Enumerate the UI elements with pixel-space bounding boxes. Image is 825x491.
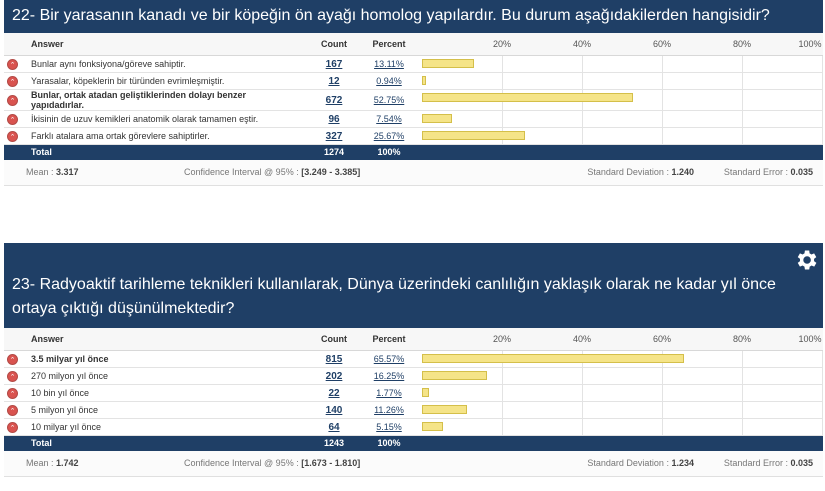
answer-filter-icon[interactable]: ⌃ xyxy=(7,422,18,433)
answer-filter-icon[interactable]: ⌃ xyxy=(7,371,18,382)
question-22-results-table xyxy=(4,33,823,160)
answer-percent-link[interactable]: 1.77% xyxy=(376,388,402,398)
table-row xyxy=(4,385,823,402)
total-count: 1274 xyxy=(304,145,364,160)
percent-column-header: Percent xyxy=(364,328,414,351)
answer-filter-icon[interactable]: ⌃ xyxy=(7,354,18,365)
percent-scale-header xyxy=(414,33,823,56)
answer-count-link[interactable]: 12 xyxy=(328,75,340,87)
table-header xyxy=(4,33,823,56)
percent-scale-header xyxy=(414,328,823,351)
answer-count-link[interactable]: 140 xyxy=(325,404,343,416)
answer-percent-link[interactable]: 52.75% xyxy=(373,95,405,105)
standard-error-stat: Standard Error : 0.035 xyxy=(723,458,813,468)
mean-stat: Mean : 3.317 xyxy=(26,167,79,177)
answer-label: 5 milyon yıl önce xyxy=(28,402,304,419)
percent-bar xyxy=(422,93,633,102)
question-22-title: 22- Bir yarasanın kanadı ve bir köpeğin ön ayağı homolog yapılardır. Bu durum aşağıdakilerden hangisidir? xyxy=(4,0,823,33)
percent-bar xyxy=(422,388,429,397)
scale-tick-label: 40% xyxy=(572,39,592,49)
answer-label: Yarasalar, köpeklerin bir türünden evrimleşmiştir. xyxy=(28,73,304,90)
scale-tick-label: 80% xyxy=(732,39,752,49)
answer-count-link[interactable]: 64 xyxy=(328,421,340,433)
standard-error-stat: Standard Error : 0.035 xyxy=(723,167,813,177)
total-row xyxy=(4,436,823,451)
answer-filter-icon[interactable]: ⌃ xyxy=(7,131,18,142)
percent-column-header: Percent xyxy=(364,33,414,56)
table-row xyxy=(4,111,823,128)
answer-label: 10 milyar yıl önce xyxy=(28,419,304,436)
percent-bar xyxy=(422,371,487,380)
table-row xyxy=(4,128,823,145)
scale-tick-label: 100% xyxy=(798,39,822,49)
count-column-header: Count xyxy=(304,328,364,351)
question-23-block xyxy=(4,243,823,491)
standard-deviation-stat: Standard Deviation : 1.234 xyxy=(587,458,694,468)
scale-tick-label: 100% xyxy=(798,334,822,344)
answer-percent-link[interactable]: 0.94% xyxy=(376,76,402,86)
answer-label: Bunlar, ortak atadan geliştiklerinden dolayı benzer yapıdadırlar. xyxy=(28,90,304,111)
percent-bar xyxy=(422,354,684,363)
scale-tick-label: 20% xyxy=(492,334,512,344)
percent-bar xyxy=(422,59,474,68)
percent-bar xyxy=(422,131,525,140)
answer-label: 3.5 milyar yıl önce xyxy=(28,351,304,368)
answer-count-link[interactable]: 672 xyxy=(325,94,343,106)
question-23-results-table xyxy=(4,328,823,451)
answer-column-header: Answer xyxy=(28,328,304,351)
scale-tick-label: 60% xyxy=(652,39,672,49)
scale-tick-label: 40% xyxy=(572,334,592,344)
table-row xyxy=(4,90,823,111)
answer-filter-icon[interactable]: ⌃ xyxy=(7,405,18,416)
answer-label: Bunlar aynı fonksiyona/göreve sahiptir. xyxy=(28,56,304,73)
answer-count-link[interactable]: 96 xyxy=(328,113,340,125)
answer-column-header: Answer xyxy=(28,33,304,56)
total-label: Total xyxy=(28,145,304,160)
answer-percent-link[interactable]: 16.25% xyxy=(373,371,405,381)
confidence-interval-stat: Confidence Interval @ 95% : [3.249 - 3.385] xyxy=(184,167,361,177)
confidence-interval-stat: Confidence Interval @ 95% : [1.673 - 1.810] xyxy=(184,458,361,468)
table-row xyxy=(4,56,823,73)
table-header xyxy=(4,328,823,351)
answer-label: 10 bin yıl önce xyxy=(28,385,304,402)
count-column-header: Count xyxy=(304,33,364,56)
answer-count-link[interactable]: 202 xyxy=(325,370,343,382)
gear-icon[interactable] xyxy=(793,247,819,273)
total-row xyxy=(4,145,823,160)
total-percent: 100% xyxy=(364,145,414,160)
answer-filter-icon[interactable]: ⌃ xyxy=(7,76,18,87)
table-row xyxy=(4,351,823,368)
answer-count-link[interactable]: 167 xyxy=(325,58,343,70)
answer-filter-icon[interactable]: ⌃ xyxy=(7,59,18,70)
scale-tick-label: 20% xyxy=(492,39,512,49)
answer-filter-icon[interactable]: ⌃ xyxy=(7,114,18,125)
table-row xyxy=(4,419,823,436)
answer-label: Farklı atalara ama ortak görevlere sahiptirler. xyxy=(28,128,304,145)
question-23-title-bar xyxy=(4,243,823,328)
scale-tick-label: 80% xyxy=(732,334,752,344)
answer-label: 270 milyon yıl önce xyxy=(28,368,304,385)
question-23-statistics xyxy=(4,451,823,477)
mean-stat: Mean : 1.742 xyxy=(26,458,79,468)
answer-percent-link[interactable]: 11.26% xyxy=(374,405,404,415)
answer-percent-link[interactable]: 13.11% xyxy=(374,59,404,69)
answer-percent-link[interactable]: 5.15% xyxy=(376,422,402,432)
answer-percent-link[interactable]: 7.54% xyxy=(376,114,402,124)
question-23-title: 23- Radyoaktif tarihleme teknikleri kullanılarak, Dünya üzerindeki canlılığın yaklaşık olarak ne kadar yıl önce ortaya çıktığı düşünülmektedir? xyxy=(12,276,776,317)
question-22-block xyxy=(4,0,823,204)
total-count: 1243 xyxy=(304,436,364,451)
answer-count-link[interactable]: 327 xyxy=(325,130,343,142)
table-row xyxy=(4,368,823,385)
answer-label: İkisinin de uzuv kemikleri anatomik olarak tamamen eştir. xyxy=(28,111,304,128)
total-percent: 100% xyxy=(364,436,414,451)
percent-bar xyxy=(422,405,467,414)
question-22-statistics xyxy=(4,160,823,186)
table-row xyxy=(4,73,823,90)
answer-percent-link[interactable]: 25.67% xyxy=(373,131,405,141)
standard-deviation-stat: Standard Deviation : 1.240 xyxy=(587,167,694,177)
answer-count-link[interactable]: 815 xyxy=(325,353,343,365)
scale-tick-label: 60% xyxy=(652,334,672,344)
answer-count-link[interactable]: 22 xyxy=(328,387,340,399)
answer-filter-icon[interactable]: ⌃ xyxy=(7,388,18,399)
answer-percent-link[interactable]: 65.57% xyxy=(373,354,405,364)
table-row xyxy=(4,402,823,419)
answer-filter-icon[interactable]: ⌃ xyxy=(7,95,18,106)
percent-bar xyxy=(422,76,426,85)
total-label: Total xyxy=(28,436,304,451)
percent-bar xyxy=(422,114,452,123)
percent-bar xyxy=(422,422,443,431)
